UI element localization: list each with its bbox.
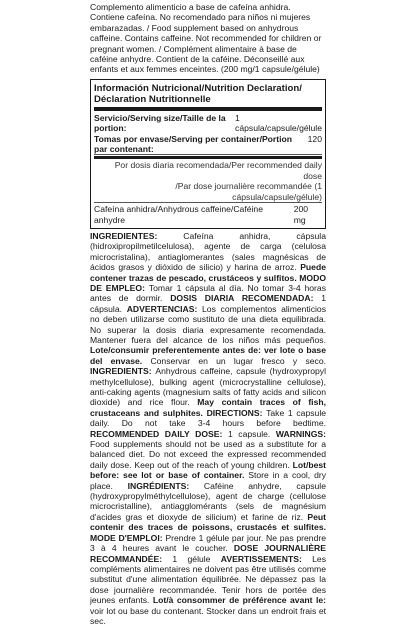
ingredients-block [90, 231, 326, 626]
directions-en-text: Take 1 capsule daily. Do not take 3-4 hours before bedtime. [90, 407, 327, 429]
servings-per-container-row [94, 134, 322, 156]
ingredients-es-text: Cafeína anhidra, cápsula (hidroxipropilmetilcelulosa), agente de carga (celulosa microcristalina), antiaglomerantes (sales magnésicas de ácidos grasos y dióxido de silicio) y harina de arroz. [90, 230, 326, 273]
directions-en-label: DIRECTIONS: [206, 407, 267, 418]
warnings-fr-label: AVERTISSEMENTS: [220, 553, 313, 564]
servings-per-container-value: 120 [307, 133, 322, 144]
daily-dose-line2: /Par dose journalière recommandée (1 cápsula/capsule/gélule) [175, 181, 322, 202]
warnings-es-label: ADVERTENCIAS: [126, 303, 203, 314]
intro-text: Complemento alimenticio a base de cafeína anhidra. Contiene cafeína. No recomendado para niños ni mujeres embarazadas. / Food supplement based on anhydrous caffeine. Contains caffeine. Not recommended for children or pregnant women. / Complément alimentaire à base de caféine anhydre. Contient de la caféine. Déconseillé aux enfants et aux femmes enceintes. (200 mg/1 capsule/gélule) [90, 2, 322, 75]
storage-en: Store in a cool, dry place. [90, 470, 327, 491]
allergen-en: May contain traces of fish, crustaceans and sulphites. [90, 397, 326, 418]
storage-es: Conservar en un lugar fresco y seco. [150, 355, 326, 366]
ingredients-en-label: INGREDIENTS: [90, 366, 156, 377]
panel-title [94, 83, 322, 111]
panel-title-line2: Déclaration Nutritionnelle [94, 93, 211, 105]
warnings-fr-text: Les compléments alimentaires ne doivent pas être utilisés comme substitut d'une alimentation équilibrée. Ne dépassez pas la dose journalière recommandée. Tenir hors de portée des jeunes enfants. [90, 553, 326, 606]
directions-es-text: Tomar 1 cápsula al día. No tomar 3-4 horas antes de dormir. [90, 282, 326, 304]
directions-fr-label: MODE D'EMPLOI: [90, 532, 166, 543]
daily-dose-fr-label: DOSE JOURNALIÈRE RECOMMANDÉE: [90, 543, 326, 564]
directions-fr-text: Prendre 1 gélule par jour. Ne pas prendre 3 à 4 heures avant le coucher. [90, 532, 326, 554]
nutrient-amount: 200 mg [293, 204, 309, 225]
daily-dose-en-label: RECOMMENDED DAILY DOSE: [90, 428, 228, 439]
allergen-fr: Peut contenir des traces de poissons, crustacés et sulfites. [90, 511, 326, 533]
lot-fr-text: voir lot ou base du contenant. Stocker dans un endroit frais et sec. [90, 605, 326, 626]
daily-dose-fr-text: 1 gélule [172, 553, 221, 564]
nutrient-row [94, 203, 322, 226]
warnings-en-label: WARNINGS: [275, 428, 326, 439]
lot-en: Lot/best before: see lot or base of container. [90, 459, 326, 481]
lot-fr: Lot/à consommer de préférence avant le: [152, 595, 326, 606]
nutrient-name: Cafeína anhidra/Anhydrous caffeine/Caféine anhydre [94, 204, 263, 225]
daily-dose-en-text: 1 capsule. [227, 428, 276, 439]
daily-dose-es-label: DOSIS DIARIA RECOMENDADA: [170, 293, 322, 304]
nutrition-panel [90, 79, 326, 229]
daily-dose-line1: Por dosis diaria recomendada/Per recommended daily dose [114, 160, 322, 181]
servings-per-container-label: Tomas por envase/Serving per container/Portion par contenant: [94, 133, 293, 155]
label-document [90, 0, 326, 626]
daily-dose-header [94, 159, 322, 202]
ingredients-en-text: Anhydrous caffeine, capsule (hydroxypropyl methylcellulose), bulking agent (microcrystalline cellulose), anti-caking agents (magnesium salts of fatty acids and silicon dioxide) and rice flour. [90, 366, 326, 408]
warnings-es-text: Los complementos alimenticios no deben utilizarse como sustituto de una dieta equilibrada. No superar la dosis diaria expresamente recomendada. Mantener fuera del alcance de los niños más pequeños. [90, 303, 326, 345]
panel-title-line1: Información Nutricional/Nutrition Declaration/ [94, 82, 302, 94]
ingredients-fr-label: INGRÉDIENTS: [127, 480, 204, 491]
daily-dose-es-text: 1 cápsula. [90, 293, 326, 314]
serving-size-row [94, 111, 322, 134]
serving-size-label: Servicio/Serving size/Taille de la portion: [94, 112, 226, 134]
allergen-es: Puede contener trazas de pescado, crustáceos y sulfitos. [90, 262, 326, 283]
ingredients-es-label: INGREDIENTES: [90, 230, 184, 241]
directions-es-label: MODO DE EMPLEO: [90, 272, 326, 293]
lot-es: Lote/consumir preferentemente antes de: ver lote o base del envase. [90, 345, 326, 366]
warnings-en-text: Food supplements should not be used as a substitute for a balanced diet. Do not exceed the expressed recommended daily dose. Keep out of the reach of young children. [90, 439, 326, 470]
ingredients-fr-text: Caféine anhydre, capsule (hydroxypropylméthylcellulose), agent de charge (cellulose microcristalline), antiagglomérants (sels de magnésium d'acides gras et dioxyde de silicium) et farine de riz. [90, 480, 326, 522]
serving-size-value: 1 cápsula/capsule/gélule [235, 112, 322, 134]
